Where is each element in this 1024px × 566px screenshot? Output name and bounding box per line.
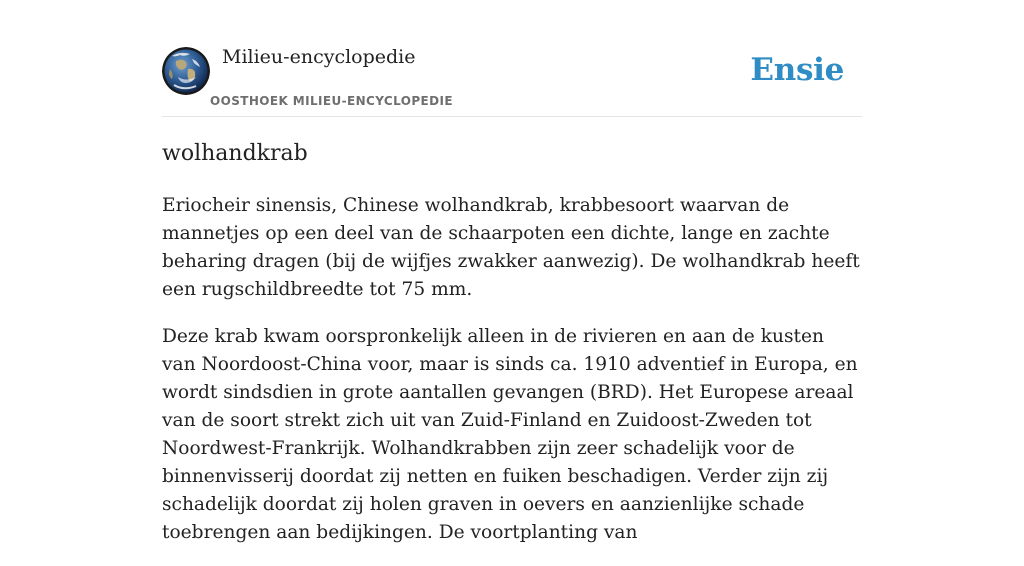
page-title: wolhandkrab: [162, 141, 308, 166]
article-paragraph: Deze krab kwam oorspronkelijk alleen in de rivieren en aan de kusten van Noordoost-China voor, maar is sinds ca. 1910 adventief in Europa, en wordt sindsdien in grote aantallen gevangen (BRD). Het Europese areaal van de soort strekt zich uit van Zuid-Finland en Zuidoost-Zweden tot Noordwest-Frankrijk. Wolhandkrabben zijn zeer schadelijk voor de binnenvisserij doordat zij netten en fuiken beschadigen. Verder zijn zij schadelijk doordat zij holen graven in oevers en aanzienlijke schade toebrengen aan bedijkingen. De voortplanting van: [162, 326, 858, 543]
article-body: [162, 192, 862, 566]
article-paragraph: Eriocheir sinensis, Chinese wolhandkrab, krabbesoort waarvan de mannetjes op een deel van de schaarpoten een dichte, lange en zachte beharing dragen (bij de wijfjes zwakker aanwezig). De wolhandkrab heeft een rugschildbreedte tot 75 mm.: [162, 195, 860, 300]
site-title[interactable]: Milieu-encyclopedie: [222, 46, 416, 68]
site-header: [162, 0, 862, 117]
content-container: [162, 0, 862, 543]
earth-globe-icon[interactable]: [162, 47, 210, 95]
site-subtitle: OOSTHOEK MILIEU-ENCYCLOPEDIE: [210, 94, 453, 108]
ensie-brand-link[interactable]: Ensie: [750, 52, 844, 88]
